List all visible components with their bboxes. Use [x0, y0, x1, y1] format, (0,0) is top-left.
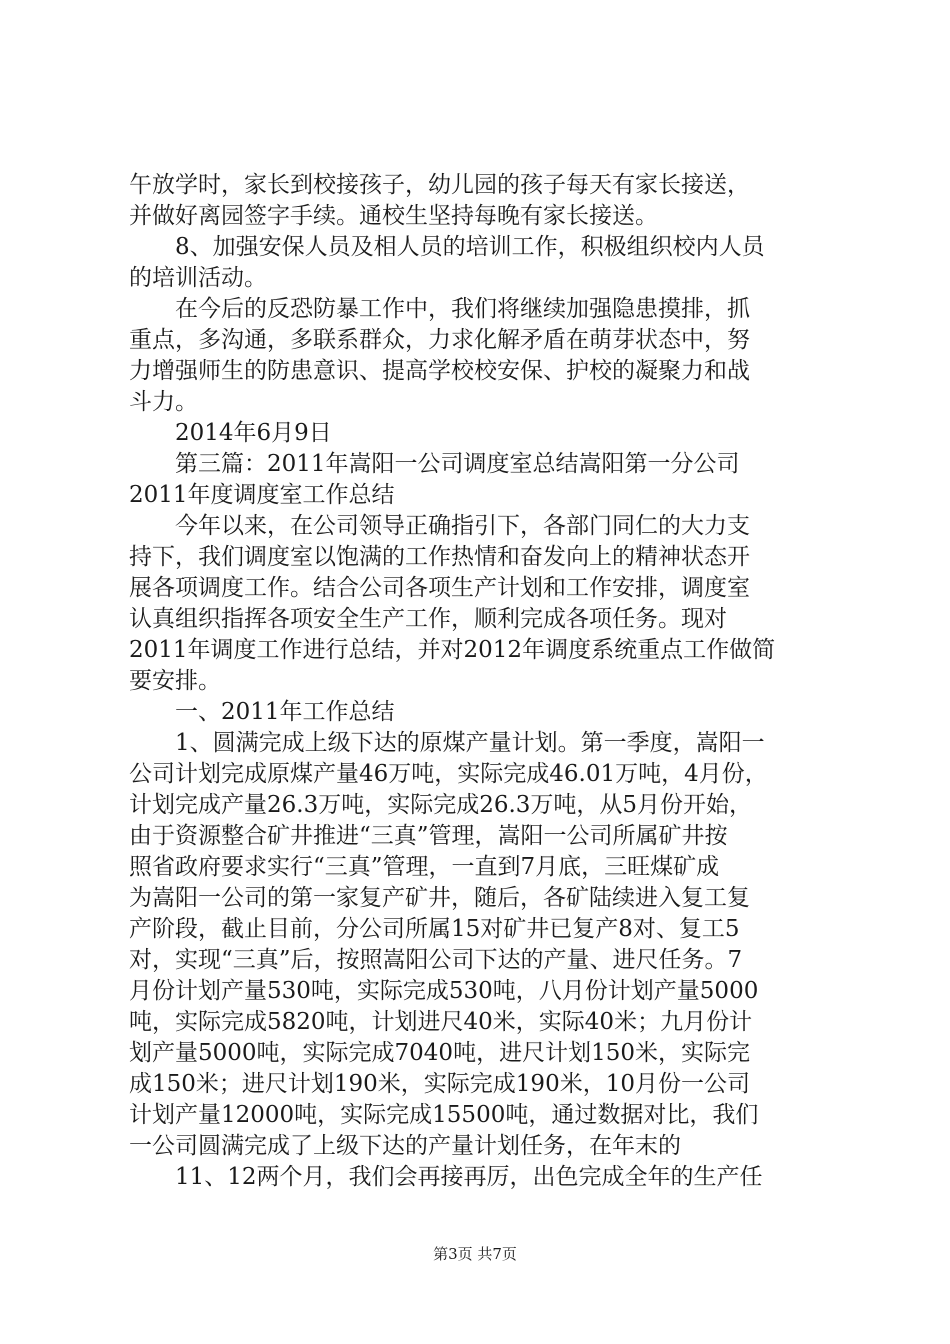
document-body	[129, 170, 829, 1193]
text-line: 重点，多沟通，多联系群众，力求化解矛盾在萌芽状态中，努	[129, 327, 750, 353]
text-line: 对，实现“三真”后，按照嵩阳公司下达的产量、进尺任务。7	[129, 947, 743, 973]
text-line: 的培训活动。	[129, 265, 267, 291]
text-line: 2014年6月9日	[175, 420, 332, 446]
text-line: 并做好离园签字手续。通校生坚持每晚有家长接送。	[129, 203, 658, 229]
text-line: 一公司圆满完成了上级下达的产量计划任务，在年末的	[129, 1133, 681, 1159]
text-line: 照省政府要求实行“三真”管理，一直到7月底，三旺煤矿成	[129, 854, 720, 880]
text-line: 为嵩阳一公司的第一家复产矿井，随后，各矿陆续进入复工复	[129, 885, 750, 911]
text-line: 公司计划完成原煤产量46万吨，实际完成46.01万吨，4月份，	[129, 761, 768, 787]
text-line: 1、圆满完成上级下达的原煤产量计划。第一季度，嵩阳一	[175, 730, 765, 756]
text-line: 斗力。	[129, 389, 198, 415]
text-line: 2011年调度工作进行总结，并对2012年调度系统重点工作做简	[129, 637, 776, 663]
text-line: 在今后的反恐防暴工作中，我们将继续加强隐患摸排，抓	[175, 296, 750, 322]
text-line: 一、2011年工作总结	[175, 699, 395, 725]
text-line: 计划完成产量26.3万吨，实际完成26.3万吨，从5月份开始，	[129, 792, 753, 818]
text-line: 展各项调度工作。结合公司各项生产计划和工作安排，调度室	[129, 575, 750, 601]
text-line: 计划产量12000吨，实际完成15500吨，通过数据对比，我们	[129, 1102, 759, 1128]
text-line: 认真组织指挥各项安全生产工作，顺利完成各项任务。现对	[129, 606, 727, 632]
text-line: 月份计划产量530吨，实际完成530吨，八月份计划产量5000	[129, 978, 759, 1004]
text-line: 第三篇：2011年嵩阳一公司调度室总结嵩阳第一分公司	[175, 451, 740, 477]
text-line: 持下，我们调度室以饱满的工作热情和奋发向上的精神状态开	[129, 544, 750, 570]
text-line: 2011年度调度室工作总结	[129, 482, 395, 508]
text-line: 力增强师生的防患意识、提高学校校安保、护校的凝聚力和战	[129, 358, 750, 384]
text-line: 产阶段，截止目前，分公司所属15对矿井已复产8对、复工5	[129, 916, 740, 942]
text-line: 吨，实际完成5820吨，计划进尺40米，实际40米；九月份计	[129, 1009, 753, 1035]
text-line: 由于资源整合矿井推进“三真”管理，嵩阳一公司所属矿井按	[129, 823, 728, 849]
text-line: 8、加强安保人员及相人员的培训工作，积极组织校内人员	[175, 234, 765, 260]
page-footer: 第3页 共7页	[433, 1245, 517, 1263]
text-line: 11、12两个月，我们会再接再厉，出色完成全年的生产任	[175, 1164, 763, 1190]
text-line: 成150米；进尺计划190米，实际完成190米，10月份一公司	[129, 1071, 750, 1097]
text-line: 午放学时，家长到校接孩子，幼儿园的孩子每天有家长接送，	[129, 172, 750, 198]
text-line: 划产量5000吨，实际完成7040吨，进尺计划150米，实际完	[129, 1040, 750, 1066]
text-line: 要安排。	[129, 668, 221, 694]
text-line: 今年以来，在公司领导正确指引下，各部门同仁的大力支	[175, 513, 750, 539]
